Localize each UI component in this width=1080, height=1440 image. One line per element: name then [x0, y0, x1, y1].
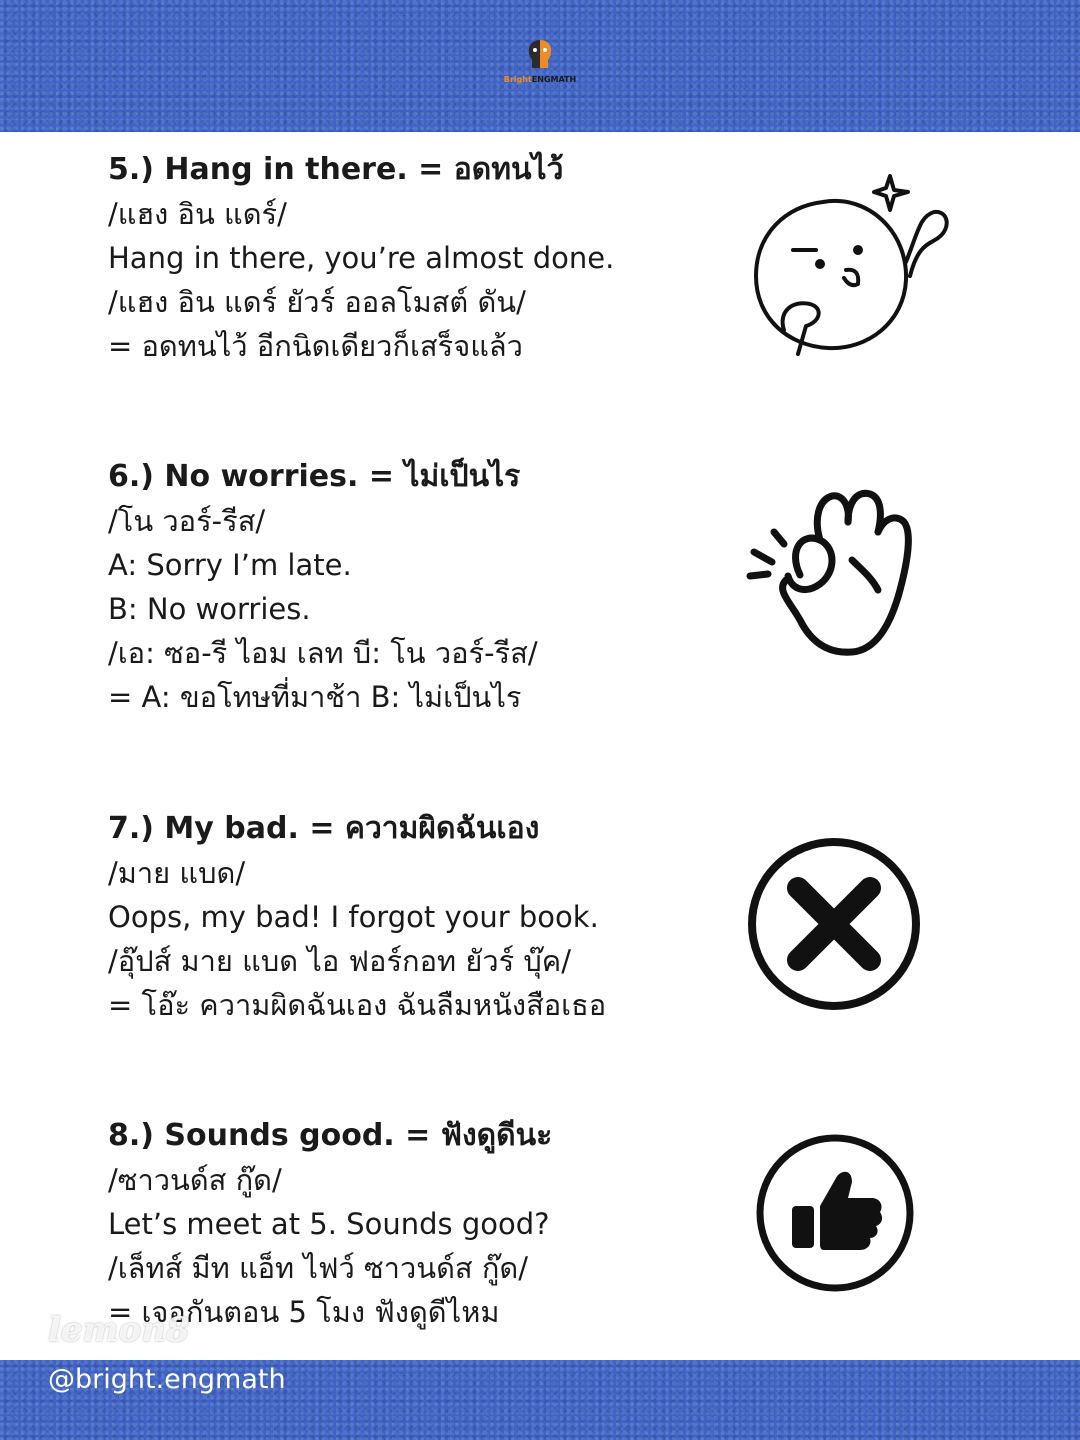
ok-hand-icon	[740, 480, 930, 665]
brand-logo	[500, 38, 580, 88]
phrase-translation: = อดทนไว้ อีกนิดเดียวก็เสร็จแล้ว	[108, 329, 523, 363]
phrase-title: 5.) Hang in there. = อดทนไว้	[108, 152, 564, 187]
phrase-pronunciation: /มาย แบด/	[108, 856, 246, 890]
thumbs-up-icon	[754, 1132, 916, 1294]
phrase-title: 6.) No worries. = ไม่เป็นไร	[108, 459, 521, 494]
phrase-example: Oops, my bad! I forgot your book.	[108, 900, 599, 934]
phrase-pronunciation: /ซาวนด์ส กู๊ด/	[108, 1163, 282, 1197]
phrase-example: Hang in there, you’re almost done.	[108, 241, 615, 275]
phrase-section-7	[108, 807, 708, 1027]
phrase-title: 7.) My bad. = ความผิดฉันเอง	[108, 811, 540, 846]
phrase-translation: = เจอกันตอน 5 โมง ฟังดูดีไหม	[108, 1295, 500, 1329]
phrase-pronunciation: /โน วอร์-รีส/	[108, 504, 266, 538]
phrase-example: Let’s meet at 5. Sounds good?	[108, 1207, 550, 1241]
phrase-section-6	[108, 455, 708, 719]
phrase-translation: = โอ๊ะ ความผิดฉันเอง ฉันลืมหนังสือเธอ	[108, 988, 607, 1022]
phrase-example-pronunciation: /แฮง อิน แดร์ ยัวร์ ออลโมสต์ ดัน/	[108, 285, 526, 319]
dialogue-line-b: B: No worries.	[108, 592, 311, 626]
phrase-section-8	[108, 1114, 708, 1334]
thinking-face-icon	[748, 172, 958, 362]
phrase-example-pronunciation: /อุ๊ปส์ มาย แบด ไอ ฟอร์กอท ยัวร์ บุ๊ค/	[108, 944, 571, 978]
logo-text: BrightENGMATH	[503, 75, 577, 84]
phrase-example-pronunciation: /เล็ทส์ มีท แอ็ท ไฟว์ ซาวนด์ส กู๊ด/	[108, 1251, 528, 1285]
social-handle: @bright.engmath	[48, 1364, 286, 1395]
dialogue-line-a: A: Sorry I’m late.	[108, 548, 352, 582]
phrase-title: 8.) Sounds good. = ฟังดูดีนะ	[108, 1118, 553, 1153]
phrase-pronunciation: /แฮง อิน แดร์/	[108, 197, 287, 231]
phrase-section-5	[108, 148, 708, 368]
phrase-translation: = A: ขอโทษที่มาช้า B: ไม่เป็นไร	[108, 680, 522, 714]
brain-head-icon	[523, 38, 557, 70]
phrase-example-pronunciation: /เอ: ซอ-รี ไอม เลท บี: โน วอร์-รีส/	[108, 636, 538, 670]
x-circle-icon	[746, 836, 922, 1012]
watermark: lemon8	[48, 1310, 190, 1350]
